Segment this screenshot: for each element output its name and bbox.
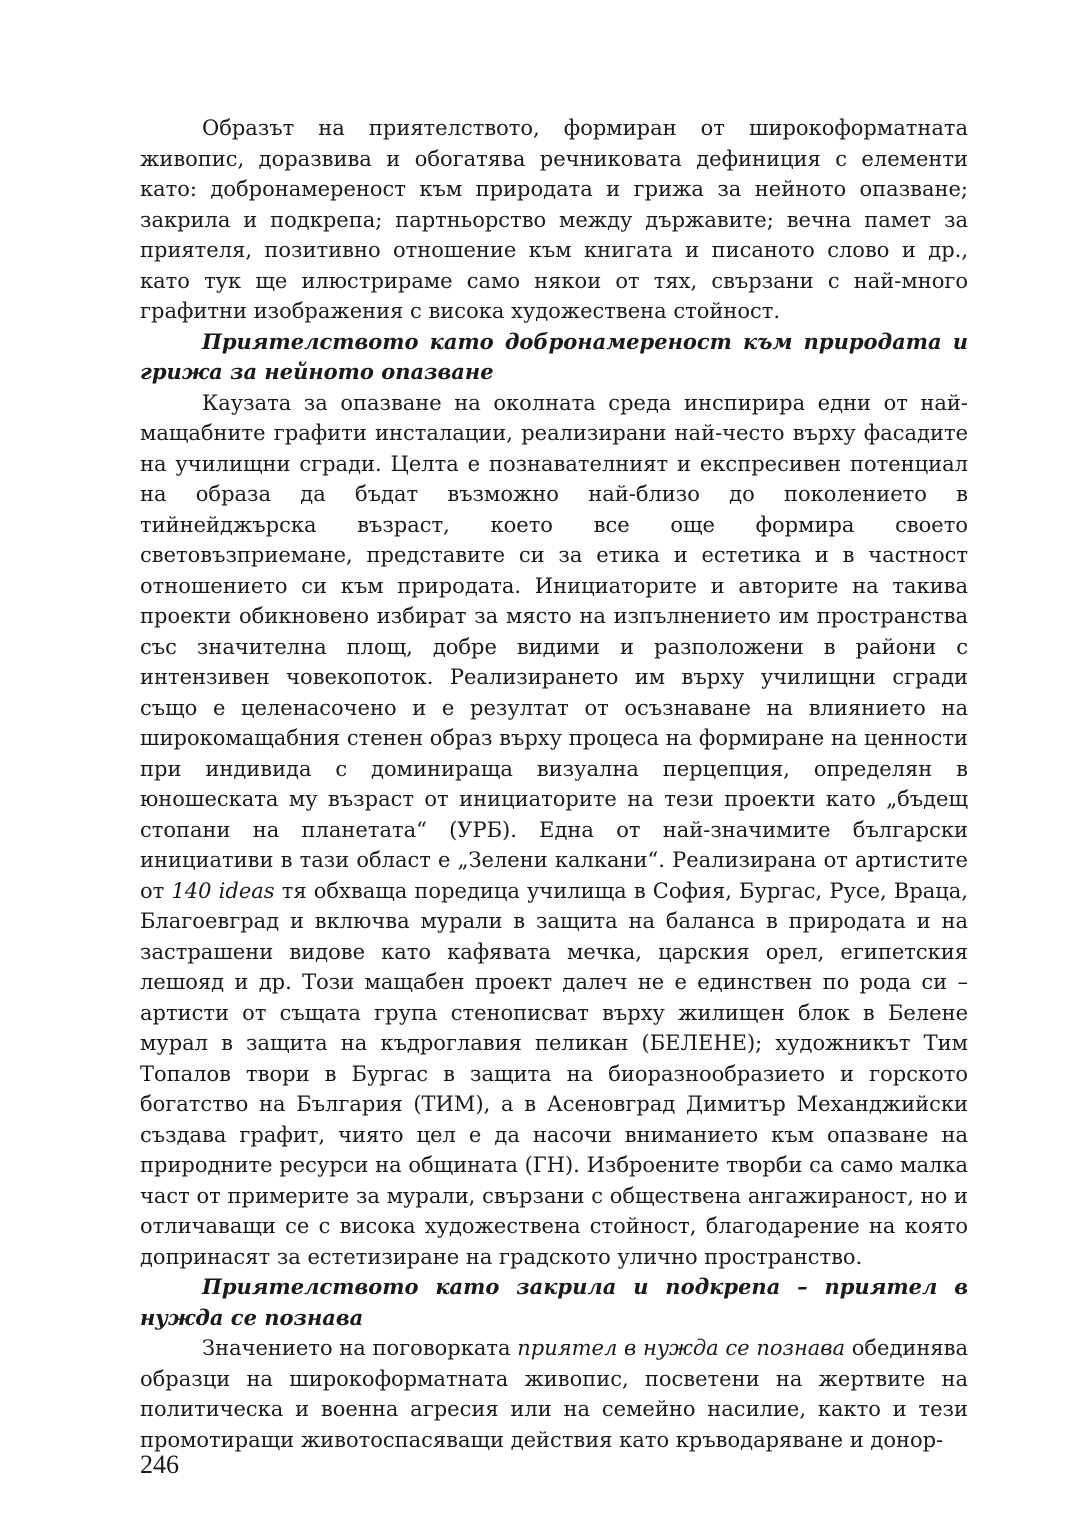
page-body bbox=[140, 113, 968, 1455]
paragraph-support-part-1: Значението на поговорката bbox=[202, 1336, 511, 1360]
section-heading-nature: Приятелството като добронамереност към природата и грижа за нейното опазване bbox=[140, 328, 968, 384]
paragraph-intro: Образът на приятелството, формиран от широкоформатната живопис, доразвива и обогатява речниковата дефиниция с елементи като: добронамереност към природата и грижа за нейното опазване; закрила и подкрепа; партньорство между държавите; вечна памет за приятеля, позитивно отношение към книгата и писаното слово и др., като тук ще илюстрираме само някои от тях, свързани с най-много графитни изображения с висока художествена стойност. bbox=[140, 116, 968, 323]
paragraph-support-part-2: обединява образци на широкоформатната живопис, посветени на жертвите на политическа и военна агресия или на семейно насилие, както и тези промотиращи животоспасяващи действия като кръводаряване и донор- bbox=[140, 1336, 968, 1452]
section-heading-support: Приятелството като закрила и подкрепа – приятел в нужда се познава bbox=[140, 1274, 968, 1330]
paragraph-support bbox=[140, 1333, 968, 1455]
paragraph-nature-part-2: тя обхваща поредица училища в София, Бургас, Русе, Враца, Благоевград и включва мурали в защита на баланса в природата и на застрашени видове като кафявата мечка, царския орел, египетския лешояд и др. Този мащабен проект далеч не е единствен по рода си – артисти от същата група стенописват върху жилищен блок в Белене мурал в защита на къдроглавия пеликан (БЕЛЕНЕ); художникът Тим Топалов твори в Бургас в защита на биоразнообразието и горското богатство на България (ТИМ), а в Асеновград Димитър Механджийски създава графит, чиято цел е да насочи вниманието към опазване на природните ресурси на общината (ГН). Изброените творби са само малка част от примерите за мурали, свързани с обществена ангажираност, но и отличаващи се с висока художествена стойност, благодарение на която допринасят за естетизиране на градското улично пространство. bbox=[140, 878, 968, 1269]
italic-proverb: приятел в нужда се познава bbox=[517, 1336, 846, 1360]
page-number: 246 bbox=[140, 1450, 179, 1479]
paragraph-nature-part-1: Каузата за опазване на околната среда инспирира едни от най-мащабните графити инсталации, реализирани най-често върху фасадите на училищни сгради. Целта е познавателният и експресивен потенциал на образа да бъдат възможно най-близо до поколението в тийнейджърска възраст, което все още формира своето световъзприемане, представите си за етика и естетика и в частност отношението си към природата. Инициаторите и авторите на такива проекти обикновено избират за място на изпълнението им пространства със значителна площ, добре видими и разположени в райони с интензивен човекопоток. Реализирането им върху училищни сгради също е целенасочено и е резултат от осъзнаване на влиянието на широкомащабния стенен образ върху процеса на формиране на ценности при индивида с доминираща визуална перцепция, определян в юношеската му възраст от инициаторите на тези проекти като „бъдещ стопани на планетата“ (УРБ). Една от най-значимите български инициативи в тази област е „Зелени калкани“. Реализирана от артистите от bbox=[140, 390, 968, 903]
italic-140-ideas: 140 ideas bbox=[171, 878, 275, 903]
paragraph-nature bbox=[140, 388, 968, 1273]
